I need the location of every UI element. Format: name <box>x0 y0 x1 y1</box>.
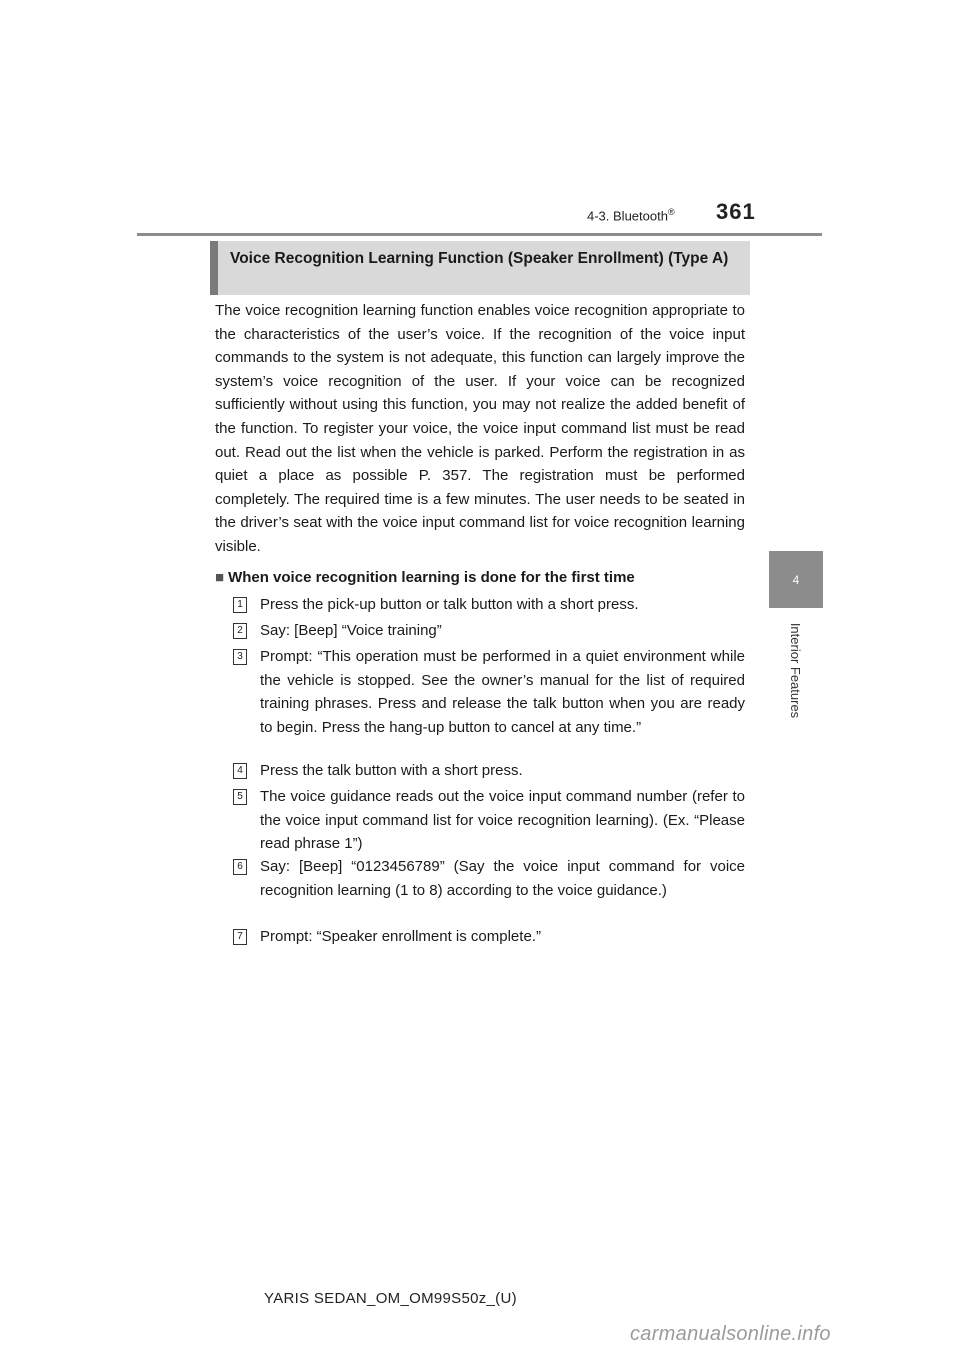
step-number: 3 <box>233 649 247 665</box>
step-text: Say: [Beep] “0123456789” (Say the voice input command for voice recognition learning (1 to 8) according to the voice guidance.) <box>260 858 745 899</box>
header-section-title: 4-3. Bluetooth® <box>587 207 675 224</box>
step-number: 6 <box>233 859 247 875</box>
step-item <box>233 619 745 643</box>
section-title: Voice Recognition Learning Function (Speaker Enrollment) (Type A) <box>230 250 729 267</box>
chapter-side-label <box>769 613 823 728</box>
step-text: Say: [Beep] “Voice training” <box>260 622 442 639</box>
header-divider <box>137 233 822 236</box>
step-number: 4 <box>233 763 247 779</box>
step-text: Prompt: “Speaker enrollment is complete.” <box>260 928 541 945</box>
step-number: 2 <box>233 623 247 639</box>
square-bullet-icon: ■ <box>215 569 225 586</box>
watermark[interactable]: carmanualsonline.info <box>630 1323 831 1345</box>
step-item <box>233 645 745 739</box>
step-number: 5 <box>233 789 247 805</box>
step-number: 7 <box>233 929 247 945</box>
intro-paragraph: The voice recognition learning function enables voice recognition appropriate to the characteristics of the user’s voice. If the recognition of the voice input commands to the system is not adequate, this function can largely improve the system’s voice recognition of the user. If your voice can be recognized sufficiently without using this function, you may not realize the added benefit of the function. To register your voice, the voice input command list must be read out. Read out the list when the vehicle is parked. Perform the registration in as quiet a place as possible P. 357. The registration must be performed completely. The required time is a few minutes. The user needs to be seated in the driver’s seat with the voice input command list for voice recognition learning visible. <box>215 302 745 555</box>
chapter-number: 4 <box>792 572 800 587</box>
step-number: 1 <box>233 597 247 613</box>
step-text: Press the pick-up button or talk button with a short press. <box>260 596 639 613</box>
subheading <box>215 566 745 590</box>
step-item <box>233 925 745 949</box>
step-text: The voice guidance reads out the voice input command number (refer to the voice input command list for voice recognition learning). (Ex. “Please read phrase 1”) <box>260 788 745 853</box>
step-item <box>233 855 745 902</box>
page-number: 361 <box>716 199 756 224</box>
subheading-text: When voice recognition learning is done for the first time <box>228 569 635 586</box>
registered-mark: ® <box>667 207 675 217</box>
step-text: Press the talk button with a short press. <box>260 762 523 779</box>
chapter-tab <box>769 551 823 608</box>
step-item <box>233 593 745 617</box>
chapter-title: Interior Features <box>788 622 804 719</box>
section-heading-box <box>210 241 750 295</box>
footer-model-code: YARIS SEDAN_OM_OM99S50z_(U) <box>264 1290 517 1307</box>
step-text: Prompt: “This operation must be performed in a quiet environment while the vehicle is stopped. See the owner’s manual for the list of required training phrases. Press and release the talk button when you are ready to begin. Press the hang-up button to cancel at any time.” <box>260 648 745 736</box>
step-item <box>233 759 745 783</box>
step-item <box>233 785 745 856</box>
